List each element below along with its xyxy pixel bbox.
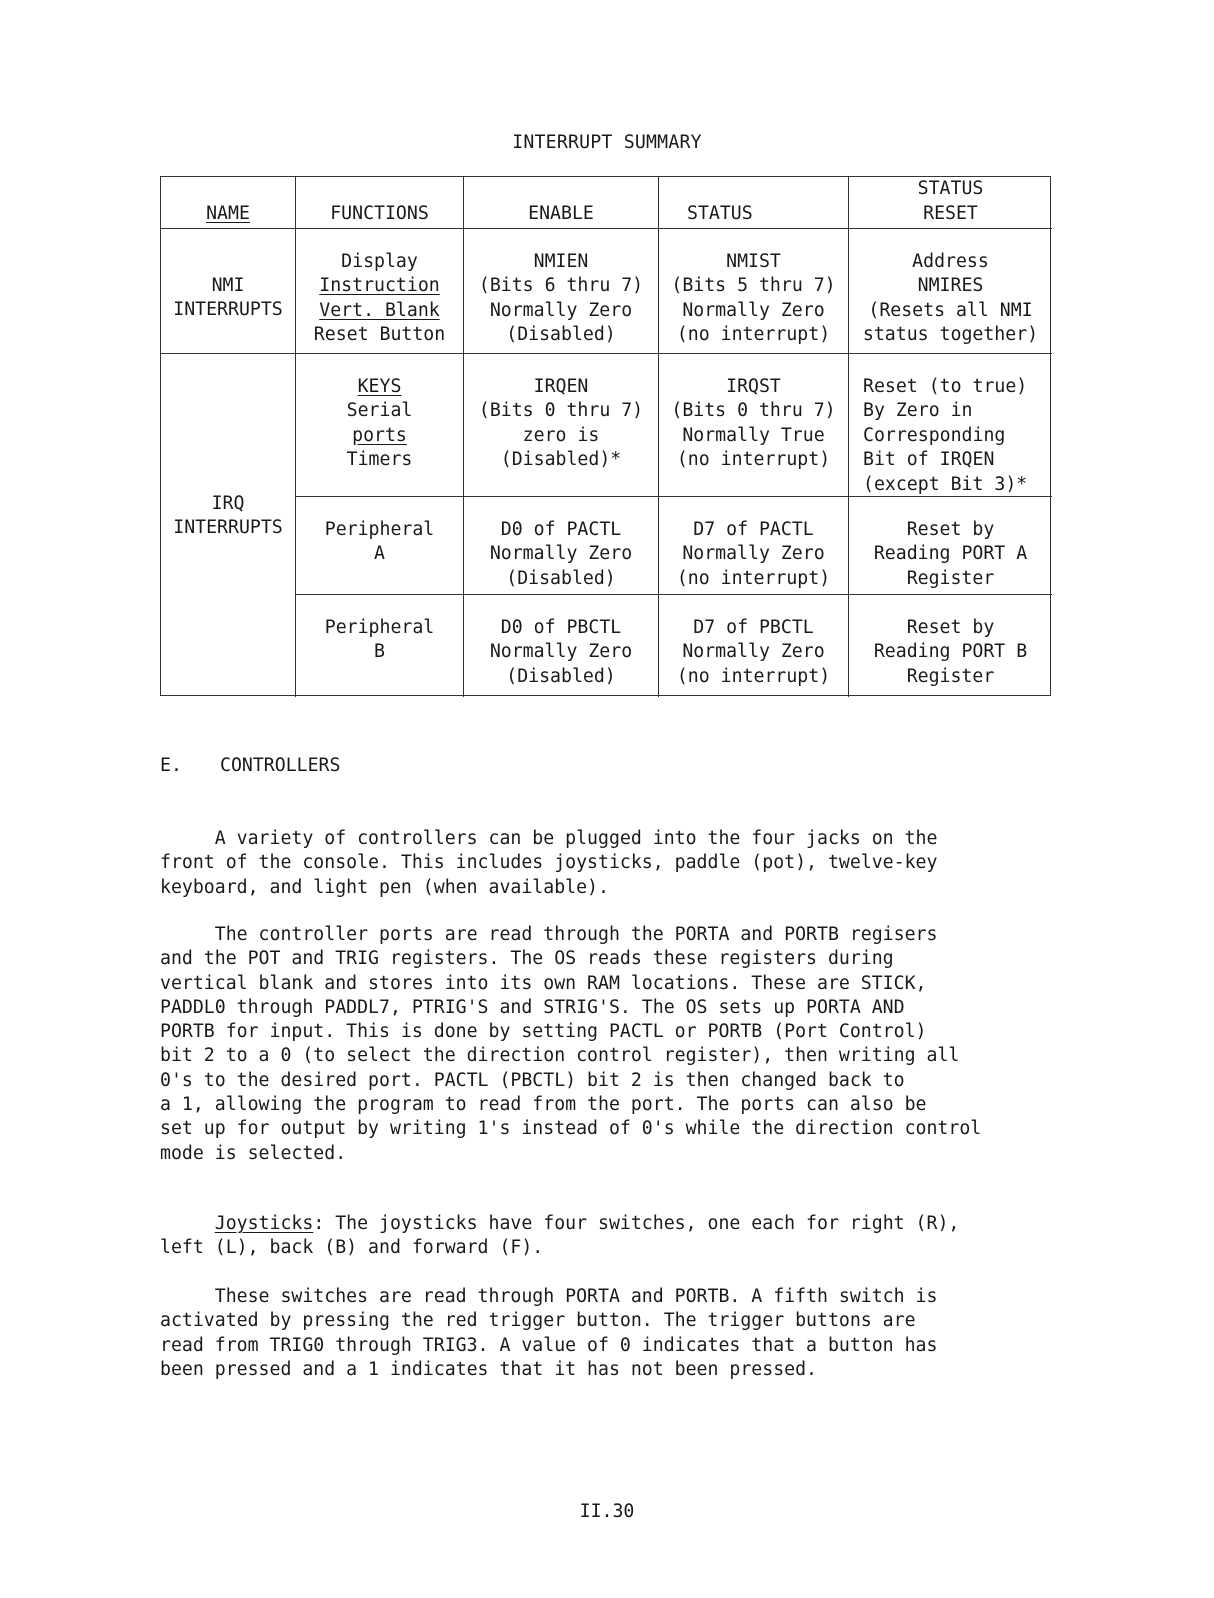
- header-status-reset: [849, 177, 1052, 229]
- header-enable: [464, 177, 659, 229]
- periph-a-status-line2: Normally Zero: [682, 543, 825, 565]
- periph-b-enable-line2: Normally Zero: [489, 641, 633, 663]
- irq-function-keys: KEYS: [357, 376, 402, 397]
- irq-enable-line4: (Disabled)*: [500, 449, 622, 471]
- nmi-reset-line4: status together): [862, 324, 1039, 346]
- periph-a-reset-line3: Register: [906, 567, 995, 589]
- nmi-status-cell: [659, 229, 849, 354]
- periph-a-enable-line1: D0 of PACTL: [500, 519, 622, 540]
- periph-b-status-cell: [659, 595, 849, 697]
- paragraph-controller-ports: The controller ports are read through the PORTA and PORTB regisers and the POT and TRIG registers. The OS reads these registers during vertical blank and stores into its own RAM locations. These are STICK, PADDL0 through PADDL7, PTRIG'S and STRIG'S. The OS sets up PORTA AND PORTB for input. This is done by setting PACTL or PORTB (Port Control) bit 2 to a 0 (to select the direction control register), then writing all 0's to the desired port. PACTL (PBCTL) bit 2 is then changed back to a 1, allowing the program to read from the port. The ports can also be set up for output by writing 1's instead of 0's while the direction control mode is selected.: [160, 924, 982, 1164]
- periph-b-reset-cell: [849, 595, 1052, 697]
- joysticks-label: Joysticks: [214, 1213, 314, 1234]
- irq-status-line4: (no interrupt): [676, 449, 831, 471]
- periph-b-enable-line1: D0 of PBCTL: [500, 617, 622, 638]
- irq-reset-line3: Corresponding: [863, 424, 1006, 446]
- irq-enable-line2: (Bits 0 thru 7): [478, 400, 644, 422]
- irq-enable-line3: zero is: [522, 424, 600, 446]
- page-title: INTERRUPT SUMMARY: [512, 132, 702, 153]
- nmi-status-line4: (no interrupt): [676, 324, 831, 346]
- periph-a-enable-line2: Normally Zero: [489, 543, 633, 565]
- irq-name-line2: INTERRUPTS: [173, 517, 283, 539]
- irq-reset-line5: (except Bit 3)*: [863, 473, 1028, 495]
- nmi-name-line1: NMI: [211, 275, 245, 296]
- header-status: [659, 177, 849, 229]
- header-status-reset-line1: STATUS: [917, 178, 984, 200]
- header-enable-text: ENABLE: [528, 202, 594, 224]
- periph-a-function-line1: Peripheral: [324, 519, 435, 540]
- irq-keys-functions-cell: [296, 354, 464, 497]
- periph-b-status-line3: (no interrupt): [676, 665, 831, 687]
- periph-b-function-line2: B: [374, 641, 385, 663]
- section-letter: E.: [160, 755, 182, 776]
- nmi-enable-cell: [464, 229, 659, 354]
- nmi-functions-cell: [296, 229, 464, 354]
- nmi-function-vert-blank: Vert. Blank: [319, 299, 440, 321]
- periph-b-reset-line2: Reading PORT B: [873, 641, 1028, 663]
- nmi-reset-cell: [849, 229, 1052, 354]
- nmi-function-instruction: Instruction: [319, 275, 440, 297]
- periph-a-reset-line1: Reset by: [906, 519, 995, 540]
- header-name: [161, 177, 296, 229]
- irq-reset-line2: By Zero in: [863, 400, 973, 422]
- irq-name-cell: [161, 354, 296, 697]
- paragraph-joysticks: [160, 1212, 1060, 1261]
- irq-keys-status-cell: [659, 354, 849, 497]
- nmi-status-line3: Normally Zero: [682, 299, 825, 321]
- nmi-name-cell: [161, 229, 296, 354]
- irq-reset-line1: Reset (to true): [863, 376, 1028, 397]
- irq-function-ports: ports: [352, 424, 407, 446]
- nmi-reset-line3: (Resets all NMI: [868, 299, 1033, 321]
- nmi-function-reset-button: Reset Button: [313, 324, 446, 346]
- periph-b-enable-cell: [464, 595, 659, 697]
- nmi-reset-line2: NMIRES: [917, 275, 984, 297]
- nmi-enable-line1: NMIEN: [533, 251, 589, 272]
- header-status-reset-line2: RESET: [923, 202, 978, 224]
- nmi-enable-line3: Normally Zero: [489, 299, 633, 321]
- periph-b-enable-line3: (Disabled): [506, 665, 616, 687]
- nmi-name-line2: INTERRUPTS: [173, 299, 283, 321]
- joysticks-text: : The joysticks have four switches, one each for right (R), left (L), back (B) and forward (F).: [160, 1213, 960, 1259]
- paragraph-switches: These switches are read through PORTA and PORTB. A fifth switch is activated by pressing the red trigger button. The trigger buttons are read from TRIG0 through TRIG3. A value of 0 indicates that a button has been pressed and a 1 indicates that it has not been pressed.: [160, 1286, 938, 1380]
- irq-function-timers: Timers: [346, 449, 413, 471]
- periph-a-reset-cell: [849, 497, 1052, 595]
- periph-a-reset-line2: Reading PORT A: [873, 543, 1028, 565]
- nmi-enable-line2: (Bits 6 thru 7): [478, 275, 644, 297]
- irq-function-serial: Serial: [346, 400, 413, 422]
- irq-status-line1: IRQST: [726, 376, 781, 397]
- periph-a-status-cell: [659, 497, 849, 595]
- nmi-status-line1: NMIST: [726, 251, 781, 272]
- nmi-function-display: Display: [341, 251, 418, 272]
- periph-b-function-line1: Peripheral: [324, 617, 435, 638]
- nmi-enable-line4: (Disabled): [506, 324, 616, 346]
- periph-b-status-line1: D7 of PBCTL: [693, 617, 814, 638]
- irq-status-line3: Normally True: [682, 424, 825, 446]
- header-status-text: STATUS: [687, 202, 753, 224]
- irq-keys-enable-cell: [464, 354, 659, 497]
- section-heading: [160, 754, 340, 778]
- periph-a-status-line3: (no interrupt): [676, 567, 831, 589]
- irq-reset-line4: Bit of IRQEN: [863, 449, 995, 471]
- paragraph-controllers-intro: A variety of controllers can be plugged into the four jacks on the front of the console. This includes joysticks, paddle (pot), twelve-key keyboard, and light pen (when available).: [160, 828, 938, 898]
- header-functions-text: FUNCTIONS: [330, 202, 429, 224]
- irq-name-line1: IRQ: [211, 493, 245, 514]
- interrupt-summary-table: [160, 176, 1051, 696]
- periph-a-function-line2: A: [374, 543, 385, 565]
- periph-a-status-line1: D7 of PACTL: [693, 519, 814, 540]
- section-title: CONTROLLERS: [220, 755, 341, 776]
- header-name-text: NAME: [206, 202, 250, 224]
- irq-keys-reset-cell: [849, 354, 1052, 497]
- nmi-status-line2: (Bits 5 thru 7): [671, 275, 836, 297]
- periph-b-reset-line3: Register: [906, 665, 995, 687]
- periph-b-status-line2: Normally Zero: [682, 641, 825, 663]
- irq-status-line2: (Bits 0 thru 7): [671, 400, 836, 422]
- periph-a-enable-line3: (Disabled): [506, 567, 616, 589]
- irq-enable-line1: IRQEN: [533, 376, 589, 397]
- periph-a-enable-cell: [464, 497, 659, 595]
- nmi-reset-line1: Address: [912, 251, 989, 272]
- header-functions: [296, 177, 464, 229]
- periph-b-reset-line1: Reset by: [906, 617, 995, 638]
- page-number: II.30: [579, 1501, 635, 1522]
- periph-a-functions-cell: [296, 497, 464, 595]
- periph-b-functions-cell: [296, 595, 464, 697]
